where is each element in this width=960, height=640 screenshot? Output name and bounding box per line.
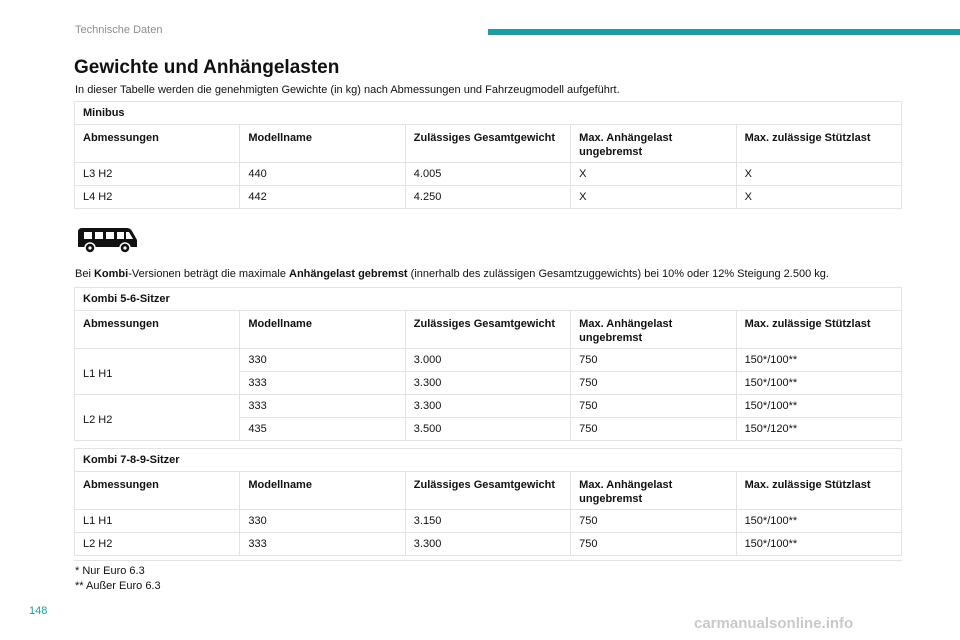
note-text: -Versionen beträgt die maximale (128, 268, 290, 280)
table-cell: 750 (571, 395, 736, 418)
table-row (75, 510, 902, 533)
note-text: (innerhalb des zulässigen Gesamtzuggewichts) bei 10% oder 12% Steigung 2.500 kg. (407, 268, 829, 280)
table-cell: X (571, 186, 736, 209)
table-cell: X (571, 163, 736, 186)
table-cell: 330 (240, 349, 405, 372)
kombi-7-8-9-table (74, 448, 902, 556)
column-header: Max. zulässige Stützlast (736, 472, 901, 510)
table-cell: 750 (571, 372, 736, 395)
minibus-table (74, 101, 902, 209)
intro-text: In dieser Tabelle werden die genehmigten Gewichte (in kg) nach Abmessungen und Fahrzeugmodell aufgeführt. (75, 84, 620, 96)
table-cell: 3.500 (405, 418, 570, 441)
table-cell: 150*/100** (736, 372, 901, 395)
table-cell: 3.300 (405, 372, 570, 395)
footnote-euro63: * Nur Euro 6.3 (75, 565, 145, 577)
table-cell: 150*/100** (736, 510, 901, 533)
column-header: Max. Anhängelast ungebremst (571, 311, 736, 349)
table-row (75, 163, 902, 186)
column-header: Max. zulässige Stützlast (736, 311, 901, 349)
table-cell: 333 (240, 372, 405, 395)
table-cell: 3.000 (405, 349, 570, 372)
table-row (75, 395, 902, 418)
section-label: Technische Daten (75, 24, 163, 36)
table-title-row (75, 102, 902, 125)
table-cell: X (736, 186, 901, 209)
table-cell: 4.250 (405, 186, 570, 209)
table-cell: 150*/100** (736, 349, 901, 372)
page-number: 148 (29, 605, 48, 617)
table-title: Kombi 7-8-9-Sitzer (75, 449, 902, 472)
table-header-row (75, 472, 902, 510)
table-cell: 3.150 (405, 510, 570, 533)
table-cell: 442 (240, 186, 405, 209)
table-cell: L1 H1 (75, 349, 240, 395)
column-header: Modellname (240, 125, 405, 163)
kombi-5-6-table (74, 287, 902, 441)
table-cell: 440 (240, 163, 405, 186)
column-header: Max. zulässige Stützlast (736, 125, 901, 163)
table-title-row (75, 288, 902, 311)
table-cell: L1 H1 (75, 510, 240, 533)
van-icon (75, 225, 139, 255)
table-cell: X (736, 163, 901, 186)
table-cell: 333 (240, 395, 405, 418)
table-cell: 4.005 (405, 163, 570, 186)
table-cell: 3.300 (405, 395, 570, 418)
table-cell: L3 H2 (75, 163, 240, 186)
table-cell: L2 H2 (75, 533, 240, 556)
table-cell: 435 (240, 418, 405, 441)
column-header: Zulässiges Gesamtgewicht (405, 311, 570, 349)
table-title-row (75, 449, 902, 472)
table-cell: 750 (571, 510, 736, 533)
column-header: Max. Anhängelast ungebremst (571, 472, 736, 510)
note-bold-towing: Anhängelast gebremst (289, 268, 408, 280)
watermark: carmanualsonline.info (694, 615, 854, 632)
page-title: Gewichte und Anhängelasten (74, 57, 340, 78)
header-accent-bar (488, 29, 960, 35)
table-cell: 750 (571, 533, 736, 556)
table-cell: 330 (240, 510, 405, 533)
column-header: Zulässiges Gesamtgewicht (405, 125, 570, 163)
column-header: Zulässiges Gesamtgewicht (405, 472, 570, 510)
column-header: Modellname (240, 472, 405, 510)
table-cell: 750 (571, 349, 736, 372)
footnote-not-euro63: ** Außer Euro 6.3 (75, 580, 161, 592)
table-title: Minibus (75, 102, 902, 125)
note-bold-kombi: Kombi (93, 268, 129, 280)
table-cell: 750 (571, 418, 736, 441)
kombi-towing-note (75, 268, 829, 280)
table-cell: 333 (240, 533, 405, 556)
table-row (75, 349, 902, 372)
table-header-row (75, 311, 902, 349)
table-cell: 150*/120** (736, 418, 901, 441)
table-cell: 3.300 (405, 533, 570, 556)
note-text: Bei (75, 268, 94, 280)
footnote-divider (74, 560, 902, 561)
column-header: Modellname (240, 311, 405, 349)
table-cell: 150*/100** (736, 533, 901, 556)
column-header: Abmessungen (75, 125, 240, 163)
column-header: Abmessungen (75, 311, 240, 349)
table-row (75, 533, 902, 556)
column-header: Abmessungen (75, 472, 240, 510)
table-row (75, 186, 902, 209)
table-title: Kombi 5-6-Sitzer (75, 288, 902, 311)
table-cell: 150*/100** (736, 395, 901, 418)
table-cell: L4 H2 (75, 186, 240, 209)
table-header-row (75, 125, 902, 163)
column-header: Max. Anhängelast ungebremst (571, 125, 736, 163)
table-cell: L2 H2 (75, 395, 240, 441)
